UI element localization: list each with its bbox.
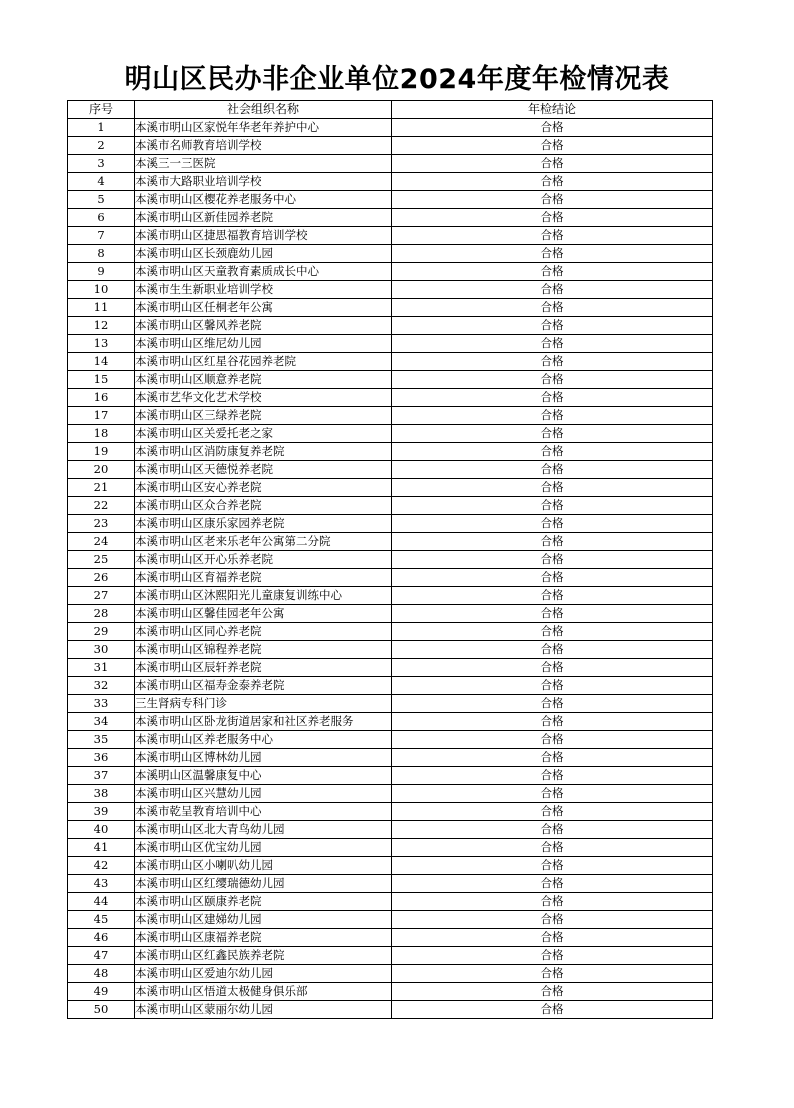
row-result: 合格 [392,461,713,479]
row-org-name: 本溪市明山区辰轩养老院 [135,659,392,677]
row-result: 合格 [392,677,713,695]
table-row [68,497,713,515]
row-result: 合格 [392,587,713,605]
row-seq: 42 [68,857,135,875]
row-seq: 31 [68,659,135,677]
table-row [68,659,713,677]
table-row [68,353,713,371]
row-seq: 8 [68,245,135,263]
table-row [68,713,713,731]
row-seq: 33 [68,695,135,713]
row-org-name: 本溪市明山区小喇叭幼儿园 [135,857,392,875]
row-seq: 45 [68,911,135,929]
row-result: 合格 [392,767,713,785]
table-row [68,263,713,281]
row-seq: 50 [68,1001,135,1019]
row-seq: 6 [68,209,135,227]
row-result: 合格 [392,227,713,245]
row-result: 合格 [392,929,713,947]
row-result: 合格 [392,425,713,443]
table-row [68,605,713,623]
row-seq: 15 [68,371,135,389]
row-result: 合格 [392,803,713,821]
row-result: 合格 [392,317,713,335]
row-org-name: 本溪市明山区兴慧幼儿园 [135,785,392,803]
header-result: 年检结论 [392,101,713,119]
row-result: 合格 [392,857,713,875]
row-org-name: 本溪市乾呈教育培训中心 [135,803,392,821]
table-row [68,515,713,533]
row-seq: 9 [68,263,135,281]
table-row [68,677,713,695]
row-result: 合格 [392,695,713,713]
row-seq: 35 [68,731,135,749]
row-seq: 38 [68,785,135,803]
row-result: 合格 [392,983,713,1001]
row-seq: 23 [68,515,135,533]
row-result: 合格 [392,641,713,659]
table-row [68,983,713,1001]
table-row [68,335,713,353]
row-result: 合格 [392,605,713,623]
table-row [68,389,713,407]
row-seq: 4 [68,173,135,191]
table-row [68,155,713,173]
row-seq: 28 [68,605,135,623]
row-seq: 2 [68,137,135,155]
table-row [68,317,713,335]
row-result: 合格 [392,713,713,731]
row-org-name: 本溪市明山区育福养老院 [135,569,392,587]
row-seq: 12 [68,317,135,335]
header-name: 社会组织名称 [135,101,392,119]
header-seq: 序号 [68,101,135,119]
row-result: 合格 [392,173,713,191]
row-org-name: 本溪市明山区捷思福教育培训学校 [135,227,392,245]
row-result: 合格 [392,191,713,209]
row-seq: 20 [68,461,135,479]
row-org-name: 本溪市生生新职业培训学校 [135,281,392,299]
row-seq: 24 [68,533,135,551]
row-org-name: 本溪市明山区卧龙街道居家和社区养老服务 [135,713,392,731]
row-seq: 39 [68,803,135,821]
row-org-name: 本溪市明山区蒙丽尔幼儿园 [135,1001,392,1019]
row-result: 合格 [392,569,713,587]
row-org-name: 本溪市明山区长颈鹿幼儿园 [135,245,392,263]
inspection-table [67,100,713,1019]
row-seq: 30 [68,641,135,659]
row-result: 合格 [392,479,713,497]
row-result: 合格 [392,821,713,839]
table-row [68,767,713,785]
row-result: 合格 [392,407,713,425]
row-seq: 19 [68,443,135,461]
table-row [68,947,713,965]
row-result: 合格 [392,749,713,767]
table-row [68,569,713,587]
row-org-name: 本溪市明山区家悦年华老年养护中心 [135,119,392,137]
row-org-name: 三生肾病专科门诊 [135,695,392,713]
header-row [68,101,713,119]
table-row [68,479,713,497]
table-row [68,587,713,605]
row-org-name: 本溪市明山区关爱托老之家 [135,425,392,443]
row-org-name: 本溪市明山区同心养老院 [135,623,392,641]
row-seq: 7 [68,227,135,245]
table-row [68,443,713,461]
row-result: 合格 [392,659,713,677]
table-row [68,803,713,821]
row-org-name: 本溪市明山区优宝幼儿园 [135,839,392,857]
row-result: 合格 [392,389,713,407]
row-org-name: 本溪市明山区沐熙阳光儿童康复训练中心 [135,587,392,605]
table-body [68,119,713,1019]
row-org-name: 本溪市明山区颐康养老院 [135,893,392,911]
row-org-name: 本溪明山区温馨康复中心 [135,767,392,785]
row-result: 合格 [392,209,713,227]
row-seq: 44 [68,893,135,911]
row-seq: 40 [68,821,135,839]
row-seq: 46 [68,929,135,947]
row-result: 合格 [392,515,713,533]
row-result: 合格 [392,263,713,281]
row-result: 合格 [392,497,713,515]
row-result: 合格 [392,551,713,569]
row-seq: 5 [68,191,135,209]
row-seq: 3 [68,155,135,173]
row-org-name: 本溪市明山区三绿养老院 [135,407,392,425]
row-org-name: 本溪市明山区开心乐养老院 [135,551,392,569]
table-row [68,641,713,659]
row-result: 合格 [392,965,713,983]
table-row [68,893,713,911]
row-result: 合格 [392,947,713,965]
row-result: 合格 [392,299,713,317]
row-result: 合格 [392,245,713,263]
row-seq: 48 [68,965,135,983]
table-row [68,371,713,389]
table-row [68,281,713,299]
table-row [68,245,713,263]
table-row [68,119,713,137]
row-result: 合格 [392,281,713,299]
table-row [68,875,713,893]
row-seq: 16 [68,389,135,407]
table-row [68,551,713,569]
row-seq: 25 [68,551,135,569]
row-result: 合格 [392,533,713,551]
row-result: 合格 [392,443,713,461]
row-seq: 36 [68,749,135,767]
row-org-name: 本溪市大路职业培训学校 [135,173,392,191]
row-seq: 14 [68,353,135,371]
row-org-name: 本溪市名师教育培训学校 [135,137,392,155]
table-row [68,461,713,479]
row-org-name: 本溪市明山区爱迪尔幼儿园 [135,965,392,983]
table-row [68,191,713,209]
table-row [68,137,713,155]
row-result: 合格 [392,1001,713,1019]
table-row [68,911,713,929]
row-result: 合格 [392,875,713,893]
table-row [68,209,713,227]
table-row [68,227,713,245]
row-seq: 49 [68,983,135,1001]
row-org-name: 本溪市明山区养老服务中心 [135,731,392,749]
row-result: 合格 [392,731,713,749]
row-org-name: 本溪市艺华文化艺术学校 [135,389,392,407]
row-org-name: 本溪市明山区锦程养老院 [135,641,392,659]
table-row [68,407,713,425]
row-org-name: 本溪市明山区建娣幼儿园 [135,911,392,929]
row-org-name: 本溪市明山区康乐家园养老院 [135,515,392,533]
table-row [68,695,713,713]
row-org-name: 本溪市明山区消防康复养老院 [135,443,392,461]
row-org-name: 本溪市明山区北大青鸟幼儿园 [135,821,392,839]
row-result: 合格 [392,911,713,929]
row-seq: 26 [68,569,135,587]
row-seq: 29 [68,623,135,641]
row-seq: 22 [68,497,135,515]
table-row [68,749,713,767]
table-row [68,857,713,875]
row-org-name: 本溪市明山区红星谷花园养老院 [135,353,392,371]
row-seq: 1 [68,119,135,137]
row-result: 合格 [392,119,713,137]
row-result: 合格 [392,371,713,389]
table-row [68,785,713,803]
table-row [68,533,713,551]
row-org-name: 本溪市明山区悟道太极健身俱乐部 [135,983,392,1001]
row-org-name: 本溪市明山区众合养老院 [135,497,392,515]
row-seq: 18 [68,425,135,443]
row-org-name: 本溪市明山区天德悦养老院 [135,461,392,479]
row-result: 合格 [392,785,713,803]
table-row [68,929,713,947]
row-org-name: 本溪市明山区馨风养老院 [135,317,392,335]
row-seq: 11 [68,299,135,317]
row-org-name: 本溪市明山区博林幼儿园 [135,749,392,767]
row-seq: 34 [68,713,135,731]
row-org-name: 本溪市明山区福寿金泰养老院 [135,677,392,695]
row-seq: 10 [68,281,135,299]
row-seq: 43 [68,875,135,893]
row-seq: 32 [68,677,135,695]
row-org-name: 本溪市明山区馨佳园老年公寓 [135,605,392,623]
page-title: 明山区民办非企业单位2024年度年检情况表 [124,64,670,95]
table-row [68,173,713,191]
row-org-name: 本溪市明山区樱花养老服务中心 [135,191,392,209]
row-org-name: 本溪三一三医院 [135,155,392,173]
table-row [68,731,713,749]
row-result: 合格 [392,353,713,371]
row-org-name: 本溪市明山区红缨瑞德幼儿园 [135,875,392,893]
row-result: 合格 [392,623,713,641]
row-org-name: 本溪市明山区天童教育素质成长中心 [135,263,392,281]
row-seq: 41 [68,839,135,857]
row-seq: 27 [68,587,135,605]
table-row [68,821,713,839]
table-row [68,299,713,317]
table-row [68,965,713,983]
row-result: 合格 [392,335,713,353]
row-org-name: 本溪市明山区老来乐老年公寓第二分院 [135,533,392,551]
row-seq: 13 [68,335,135,353]
row-result: 合格 [392,839,713,857]
row-org-name: 本溪市明山区红鑫民族养老院 [135,947,392,965]
table-row [68,425,713,443]
row-seq: 37 [68,767,135,785]
row-org-name: 本溪市明山区康福养老院 [135,929,392,947]
row-seq: 21 [68,479,135,497]
row-result: 合格 [392,155,713,173]
row-org-name: 本溪市明山区安心养老院 [135,479,392,497]
row-org-name: 本溪市明山区新佳园养老院 [135,209,392,227]
row-org-name: 本溪市明山区顺意养老院 [135,371,392,389]
table-row [68,1001,713,1019]
row-org-name: 本溪市明山区维尼幼儿园 [135,335,392,353]
row-seq: 17 [68,407,135,425]
table-row [68,623,713,641]
row-seq: 47 [68,947,135,965]
row-result: 合格 [392,893,713,911]
row-result: 合格 [392,137,713,155]
table-row [68,839,713,857]
row-org-name: 本溪市明山区任桐老年公寓 [135,299,392,317]
